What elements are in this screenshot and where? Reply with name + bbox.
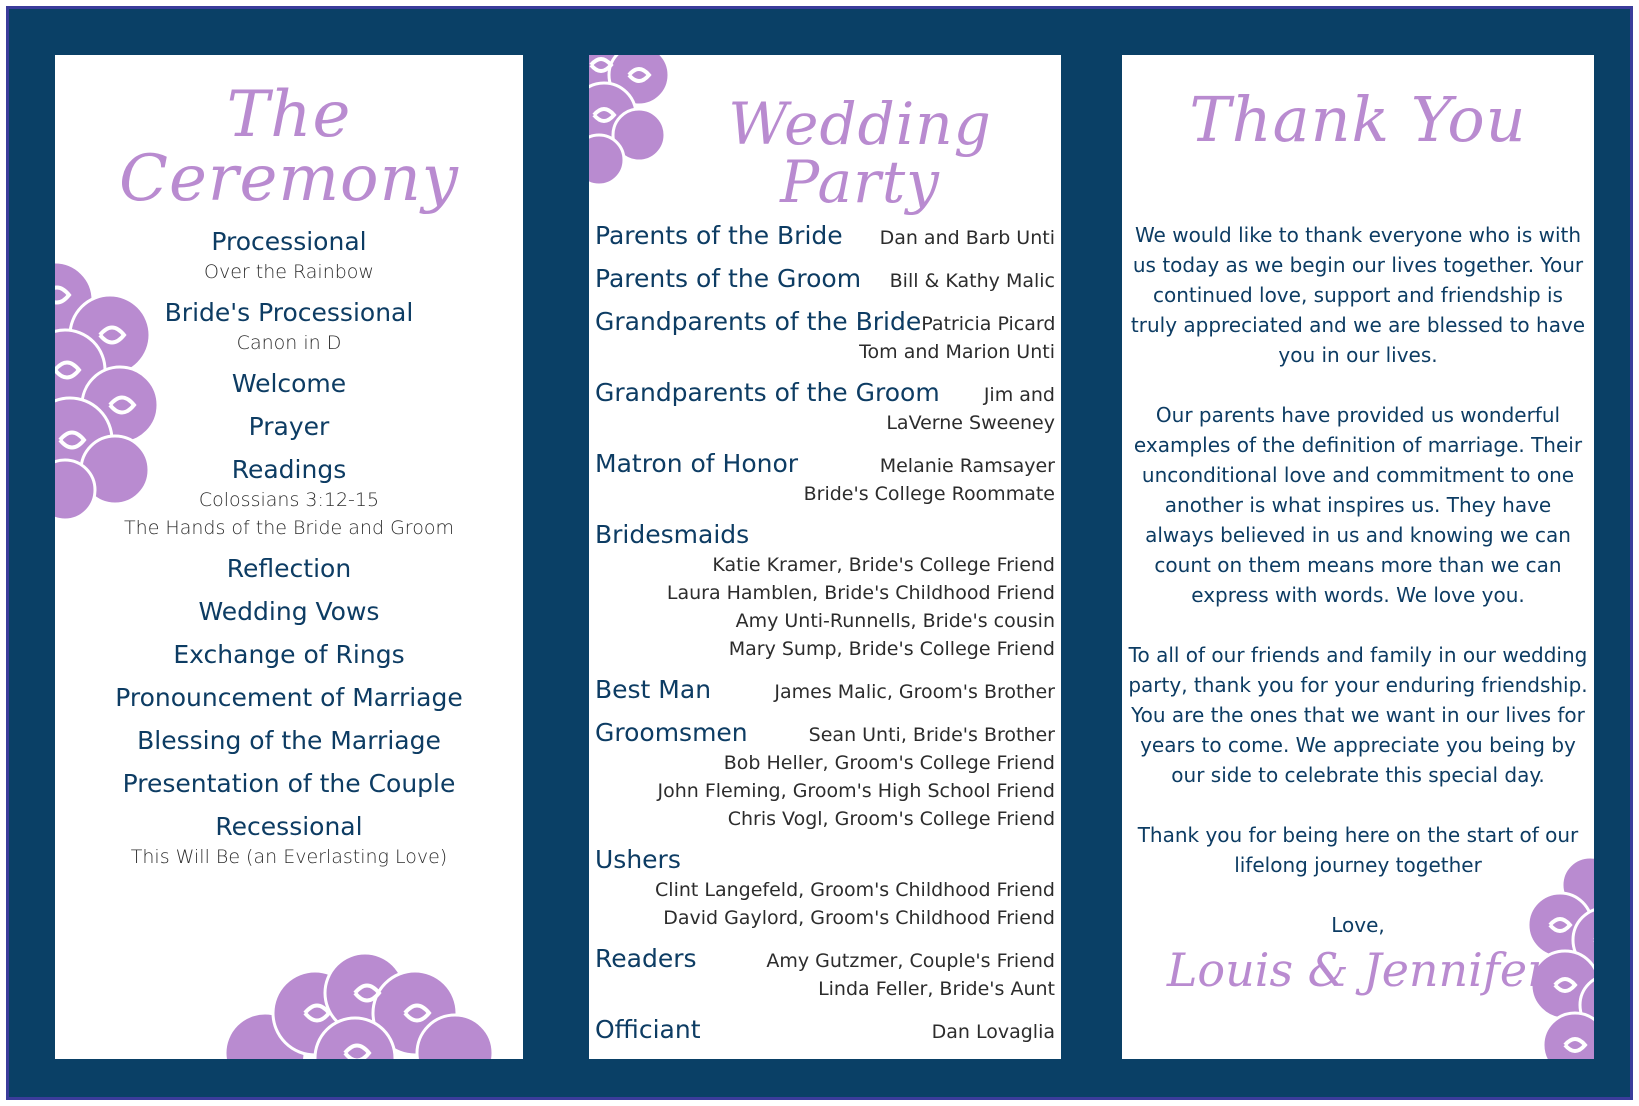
ceremony-title: The Ceremony [119, 78, 459, 216]
program-item [55, 225, 523, 286]
program-item-title: Wedding Vows [198, 597, 380, 626]
thank-you-paragraph: To all of our friends and family in our wedding party, thank you for your enduring friendship. You are the ones that we want in our lives for years to come. We appreciate you being by our side to celebrate this special day. [1128, 643, 1588, 787]
member-name: Chris Vogl, Groom's College Friend [727, 808, 1055, 830]
member-name: Dan Lovaglia [931, 1021, 1055, 1043]
role-name: Best Man [595, 675, 712, 704]
member-name: Tom and Marion Unti [859, 341, 1055, 363]
role-name: Readers [595, 944, 697, 973]
member-name: Dan and Barb Unti [879, 227, 1055, 249]
program-item-detail: This Will Be (an Everlasting Love) [130, 846, 448, 868]
member-name: Bill & Kathy Malic [889, 270, 1055, 292]
member-name: Melanie Ramsayer [879, 455, 1055, 477]
party-role-block [595, 306, 1055, 366]
program-item-detail: Colossians 3:12-15 [198, 489, 380, 511]
program-item [55, 410, 523, 443]
party-role-block [595, 844, 1055, 932]
program-item-title: Presentation of the Couple [122, 769, 456, 798]
member-name: Patricia Picard [921, 313, 1056, 335]
program-item [55, 767, 523, 800]
hydrangea-flower-bottom-icon [205, 953, 505, 1059]
role-name: Matron of Honor [595, 449, 799, 478]
role-name: Grandparents of the Groom [595, 378, 940, 407]
thank-you-paragraph: We would like to thank everyone who is with us today as we begin our lives together. Your continued love, support and friendship is truly appreciated and we are blessed to have you in our lives. [1130, 223, 1586, 367]
program-item-title: Welcome [231, 369, 347, 398]
thank-you-message [1128, 220, 1588, 998]
thank-you-paragraph: Our parents have provided us wonderful examples of the definition of marriage. Their unconditional love and commitment to one another is what inspires us. They have always believed in us and knowing we can count on them means more than we can express with words. We love you. [1133, 403, 1583, 607]
program-item-title: Readings [231, 455, 347, 484]
program-item-detail: The Hands of the Bride and Groom [124, 517, 454, 539]
party-role-block [595, 519, 1055, 663]
role-name: Parents of the Bride [595, 221, 843, 250]
program-background [6, 6, 1633, 1100]
member-name: Jim and [983, 384, 1055, 406]
program-item-title: Prayer [248, 412, 330, 441]
member-name: John Fleming, Groom's High School Friend [657, 780, 1055, 802]
party-role-block [595, 674, 1055, 706]
program-item-title: Bride's Processional [164, 298, 414, 327]
program-item-detail: Over the Rainbow [204, 261, 374, 283]
member-name: Mary Sump, Bride's College Friend [728, 638, 1055, 660]
program-item [55, 552, 523, 585]
role-name: Bridesmaids [595, 520, 750, 549]
program-item [55, 681, 523, 714]
program-item [55, 810, 523, 871]
program-item [55, 296, 523, 357]
party-role-block [595, 943, 1055, 1003]
role-name: Parents of the Groom [595, 264, 862, 293]
program-item-title: Reflection [226, 554, 352, 583]
wedding-party-title: Wedding Party [728, 90, 992, 216]
ceremony-program [55, 225, 523, 881]
program-item-detail: Canon in D [236, 332, 342, 354]
role-name: Officiant [595, 1015, 701, 1044]
role-name: Groomsmen [595, 718, 748, 747]
couple-signature: Louis & Jennifer [1166, 943, 1550, 997]
closing-text: Love, [1331, 913, 1385, 937]
wedding-party-panel [589, 55, 1061, 1059]
role-name: Grandparents of the Bride [595, 307, 922, 336]
program-item-title: Recessional [215, 812, 363, 841]
program-item-title: Processional [211, 227, 367, 256]
party-role-block [595, 717, 1055, 833]
member-name: James Malic, Groom's Brother [774, 681, 1055, 703]
member-name: Bride's College Roommate [803, 483, 1055, 505]
thank-you-title: Thank You [1189, 83, 1527, 156]
member-name: Amy Unti-Runnells, Bride's cousin [735, 610, 1055, 632]
thank-you-panel [1122, 55, 1594, 1059]
party-role-block [595, 377, 1055, 437]
member-name: Laura Hamblen, Bride's Childhood Friend [666, 582, 1055, 604]
member-name: Sean Unti, Bride's Brother [808, 724, 1055, 746]
party-role-block [595, 1014, 1055, 1046]
party-role-block [595, 220, 1055, 252]
party-role-block [595, 263, 1055, 295]
member-name: Amy Gutzmer, Couple's Friend [766, 950, 1055, 972]
program-item [55, 367, 523, 400]
member-name: Clint Langefeld, Groom's Childhood Friend [655, 879, 1055, 901]
program-item-title: Exchange of Rings [173, 640, 405, 669]
program-item [55, 724, 523, 757]
member-name: Linda Feller, Bride's Aunt [818, 978, 1055, 1000]
program-item-title: Pronouncement of Marriage [115, 683, 463, 712]
member-name: Bob Heller, Groom's College Friend [723, 752, 1055, 774]
member-name: David Gaylord, Groom's Childhood Friend [663, 907, 1055, 929]
program-item-title: Blessing of the Marriage [137, 726, 441, 755]
wedding-party-list [595, 220, 1055, 1057]
member-name: LaVerne Sweeney [886, 412, 1055, 434]
program-item [55, 638, 523, 671]
ceremony-panel [55, 55, 523, 1059]
party-role-block [595, 448, 1055, 508]
program-item [55, 595, 523, 628]
program-item [55, 453, 523, 542]
thank-you-paragraph: Thank you for being here on the start of our lifelong journey together [1137, 823, 1579, 877]
member-name: Katie Kramer, Bride's College Friend [712, 554, 1055, 576]
role-name: Ushers [595, 845, 681, 874]
